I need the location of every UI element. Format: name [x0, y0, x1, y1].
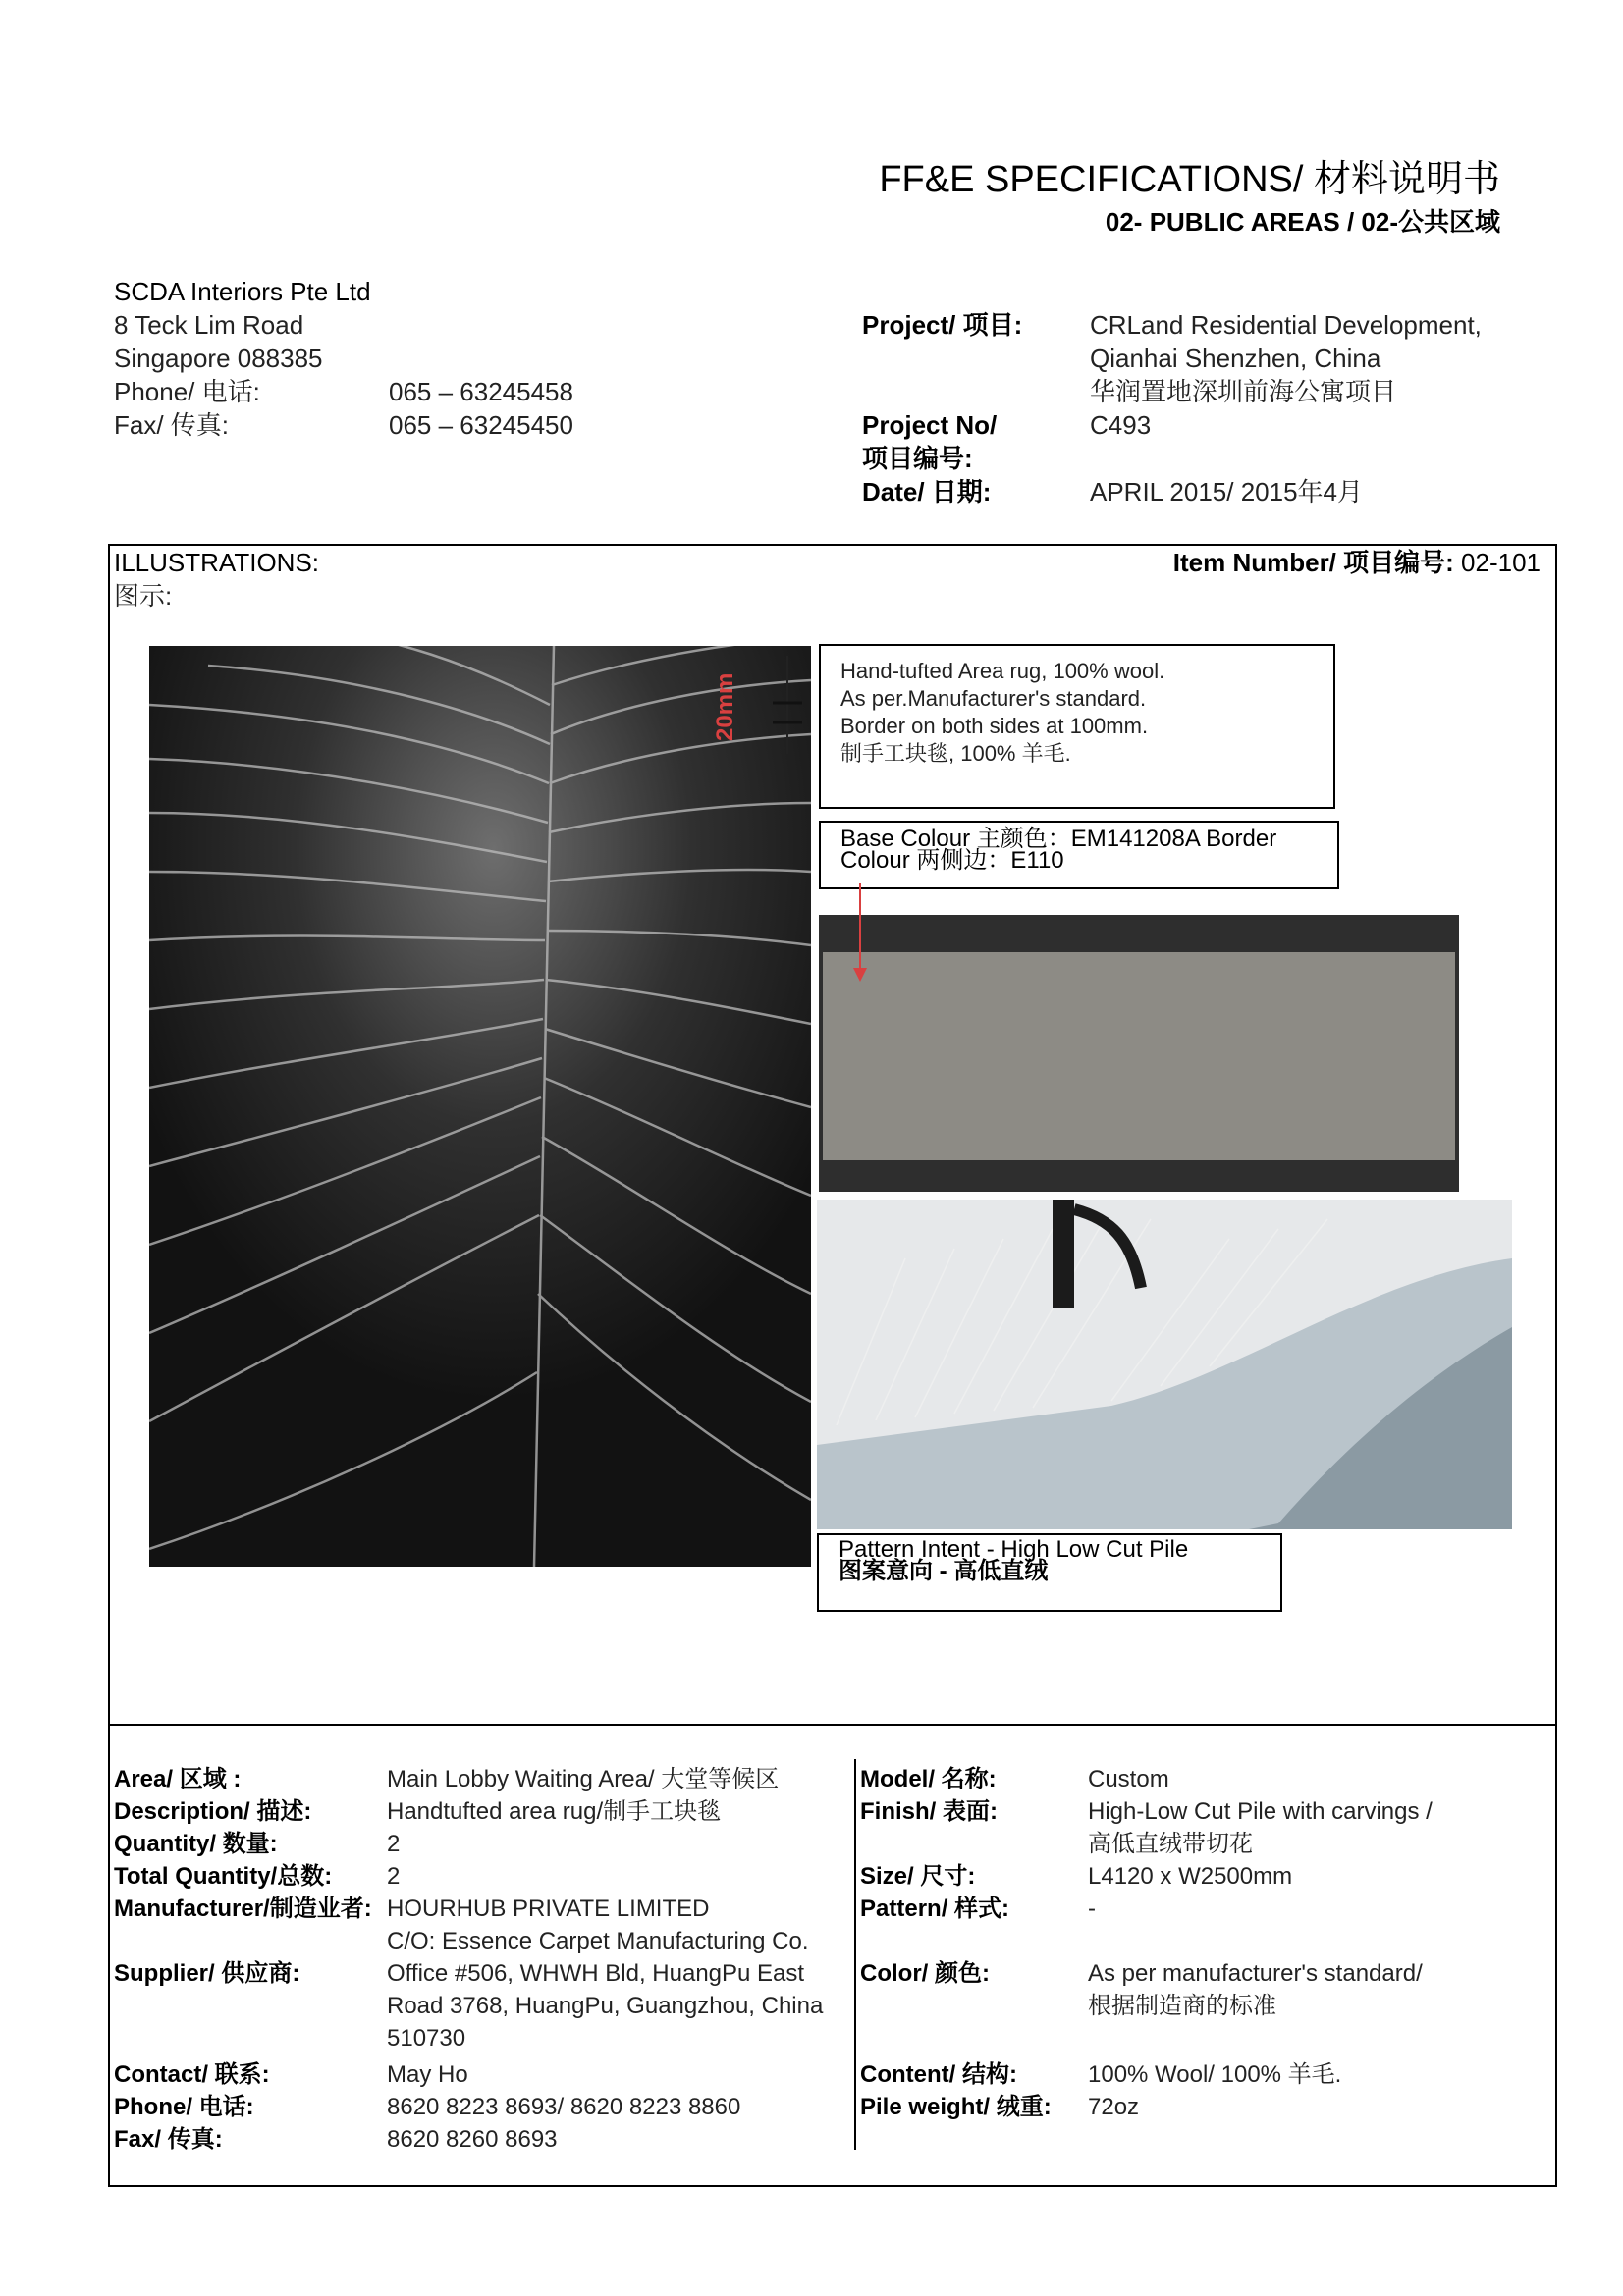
- content-value: 100% Wool/ 100% 羊毛.: [1088, 2061, 1342, 2088]
- specs-right-column: [860, 1763, 1547, 2123]
- base-colour-swatch: [823, 952, 1455, 1160]
- date-value: APRIL 2015/ 2015年4月: [1090, 477, 1363, 507]
- spec-supplier-row: [114, 1957, 850, 1990]
- quantity-label: Quantity/ 数量:: [114, 1831, 278, 1857]
- total-quantity-label: Total Quantity/总数:: [114, 1863, 333, 1890]
- description-line-4: 制手工块毯, 100% 羊毛.: [840, 741, 1071, 766]
- specs-left-column: [114, 1763, 850, 2156]
- company-fax-label: Fax/ 传真:: [114, 410, 230, 440]
- manufacturer-value: HOURHUB PRIVATE LIMITED: [387, 1896, 710, 1922]
- date-label: Date/ 日期:: [862, 477, 992, 507]
- project-row-2: [862, 342, 1549, 375]
- pattern-label: Pattern/ 样式:: [860, 1896, 1010, 1922]
- spec-pattern-row: [860, 1893, 1547, 1925]
- company-block: [114, 275, 573, 442]
- spec-pile-weight-row: [860, 2091, 1547, 2123]
- spec-quantity-row: [114, 1828, 850, 1860]
- description-label: Description/ 描述:: [114, 1798, 312, 1825]
- frame-divider: [108, 1724, 1557, 1726]
- color-line-2: 根据制造商的标准: [1088, 1993, 1276, 2019]
- pile-weight-label: Pile weight/ 绒重:: [860, 2094, 1052, 2120]
- spec-model-row: [860, 1763, 1547, 1795]
- illustrations-label-en: ILLUSTRATIONS:: [114, 548, 320, 577]
- pattern-value: -: [1088, 1896, 1096, 1922]
- spec-supplier-row-2: [114, 1990, 850, 2022]
- spec-manufacturer-row: [114, 1893, 850, 1925]
- phone-label: Phone/ 电话:: [114, 2094, 254, 2120]
- company-phone-row: [114, 375, 573, 408]
- fax-label: Fax/ 传真:: [114, 2126, 223, 2153]
- spec-color-row: [860, 1957, 1547, 1990]
- item-number-value: 02-101: [1461, 548, 1541, 577]
- total-quantity-value: 2: [387, 1863, 401, 1890]
- pile-weight-value: 72oz: [1088, 2094, 1140, 2120]
- spec-supplier-row-3: [114, 2022, 850, 2055]
- spec-color-row-2: [860, 1990, 1547, 2022]
- description-line-3: Border on both sides at 100mm.: [840, 714, 1149, 738]
- date-row: [862, 475, 1549, 508]
- item-number: [1173, 546, 1541, 579]
- spec-supplier-co-row: [114, 1925, 850, 1957]
- company-fax-row: [114, 408, 573, 442]
- spec-phone-row: [114, 2091, 850, 2123]
- company-phone: 065 – 63245458: [389, 377, 573, 406]
- company-name: SCDA Interiors Pte Ltd: [114, 277, 371, 306]
- company-address-1: 8 Teck Lim Road: [114, 310, 304, 340]
- spec-finish-row: [860, 1795, 1547, 1828]
- project-no-label: Project No/: [862, 410, 998, 440]
- pattern-intent-box: [817, 1533, 1282, 1612]
- company-address-2: Singapore 088385: [114, 344, 323, 373]
- model-label: Model/ 名称:: [860, 1766, 997, 1792]
- quantity-value: 2: [387, 1831, 401, 1857]
- document-subtitle: 02- PUBLIC AREAS / 02-公共区域: [1105, 207, 1500, 237]
- project-no-row: [862, 408, 1549, 442]
- project-label: Project/ 项目:: [862, 310, 1023, 340]
- finish-label: Finish/ 表面:: [860, 1798, 998, 1825]
- project-no: C493: [1090, 410, 1152, 440]
- model-value: Custom: [1088, 1766, 1169, 1792]
- content-label: Content/ 结构:: [860, 2061, 1017, 2088]
- colour-pointer-arrow: [850, 883, 870, 984]
- finish-line-2: 高低直绒带切花: [1088, 1831, 1253, 1857]
- spec-size-row: [860, 1860, 1547, 1893]
- illustrations-label-cn: 图示:: [114, 581, 173, 611]
- pattern-graphic: [817, 1200, 1512, 1529]
- spec-column-divider: [854, 1759, 856, 2150]
- colour-line-1: Base Colour 主颜色：EM141208A Border: [840, 826, 1277, 852]
- project-block: [862, 308, 1549, 508]
- colour-swatch-image: [819, 915, 1459, 1192]
- project-line-2: Qianhai Shenzhen, China: [1090, 344, 1381, 373]
- area-value: Main Lobby Waiting Area/ 大堂等候区: [387, 1766, 780, 1792]
- description-value: Handtufted area rug/制手工块毯: [387, 1798, 722, 1825]
- project-no-row-2: [862, 442, 1549, 475]
- supplier-label: Supplier/ 供应商:: [114, 1960, 300, 1987]
- finish-line-1: High-Low Cut Pile with carvings /: [1088, 1798, 1433, 1825]
- company-fax: 065 – 63245450: [389, 410, 573, 440]
- color-label: Color/ 颜色:: [860, 1960, 990, 1987]
- leaf-pattern-graphic: [149, 646, 811, 1567]
- project-line-1: CRLand Residential Development,: [1090, 310, 1482, 340]
- area-label: Area/ 区域 :: [114, 1766, 242, 1792]
- description-line-1: Hand-tufted Area rug, 100% wool.: [840, 659, 1165, 683]
- contact-label: Contact/ 联系:: [114, 2061, 270, 2088]
- illustrations-label: [114, 546, 319, 613]
- size-label: Size/ 尺寸:: [860, 1863, 976, 1890]
- project-no-label-cn: 项目编号:: [862, 444, 973, 473]
- dimension-annotation: 20mm: [712, 672, 738, 741]
- description-line-2: As per.Manufacturer's standard.: [840, 686, 1147, 711]
- project-row: [862, 308, 1549, 342]
- spec-total-quantity-row: [114, 1860, 850, 1893]
- color-line-1: As per manufacturer's standard/: [1088, 1960, 1423, 1987]
- fax-value: 8620 8260 8693: [387, 2126, 558, 2153]
- spec-area-row: [114, 1763, 850, 1795]
- spec-contact-row: [114, 2058, 850, 2091]
- product-description-box: [819, 644, 1335, 809]
- document-title: FF&E SPECIFICATIONS/ 材料说明书: [879, 159, 1500, 200]
- supplier-line-3: 510730: [387, 2025, 466, 2052]
- phone-value: 8620 8223 8693/ 8620 8223 8860: [387, 2094, 741, 2120]
- pattern-intent-image: [817, 1200, 1512, 1529]
- size-value: L4120 x W2500mm: [1088, 1863, 1293, 1890]
- spec-fax-row: [114, 2123, 850, 2156]
- manufacturer-label: Manufacturer/制造业者:: [114, 1896, 372, 1922]
- pattern-line-2: 图案意向 - 高低直绒: [839, 1558, 1049, 1584]
- colour-box: [819, 821, 1339, 889]
- contact-value: May Ho: [387, 2061, 468, 2088]
- supplier-co-line: C/O: Essence Carpet Manufacturing Co.: [387, 1928, 809, 1954]
- colour-line-2: Colour 两侧边：E110: [840, 847, 1064, 874]
- spec-content-row: [860, 2058, 1547, 2091]
- company-phone-label: Phone/ 电话:: [114, 377, 260, 406]
- supplier-line-2: Road 3768, HuangPu, Guangzhou, China: [387, 1993, 824, 2019]
- project-line-3: 华润置地深圳前海公寓项目: [1090, 377, 1397, 406]
- item-number-label: Item Number/ 项目编号:: [1172, 548, 1454, 577]
- spec-description-row: [114, 1795, 850, 1828]
- rug-carving-image: [149, 646, 811, 1567]
- project-row-3: [862, 375, 1549, 408]
- spec-finish-row-2: [860, 1828, 1547, 1860]
- pattern-line-1: Pattern Intent - High Low Cut Pile: [839, 1536, 1189, 1563]
- supplier-line-1: Office #506, WHWH Bld, HuangPu East: [387, 1960, 805, 1987]
